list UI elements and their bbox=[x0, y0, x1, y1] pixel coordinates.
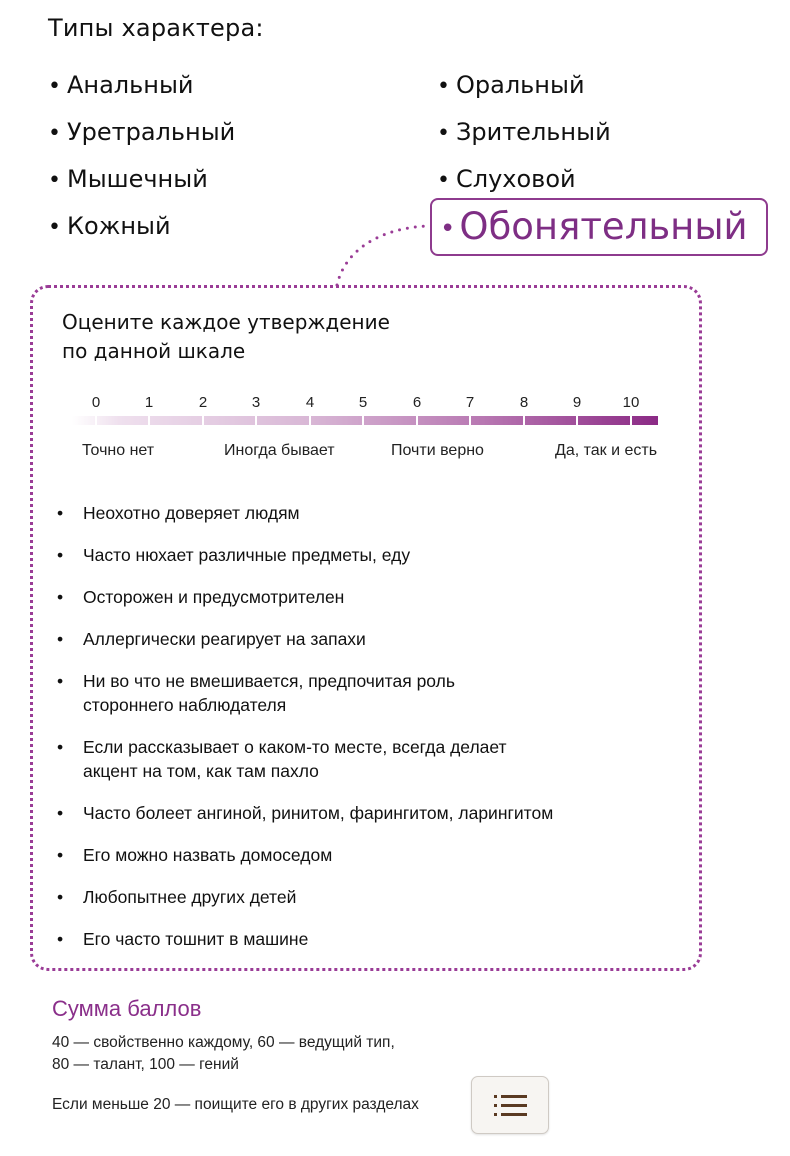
bullet-icon: • bbox=[48, 215, 61, 240]
statement-text: акцент на том, как там пахло bbox=[83, 761, 319, 781]
type-label: Слуховой bbox=[455, 165, 576, 193]
rating-scale-bar bbox=[72, 416, 658, 425]
scale-value: 3 bbox=[251, 394, 261, 411]
type-label: Анальный bbox=[66, 71, 194, 99]
scale-value: 4 bbox=[305, 394, 315, 411]
statement-item bbox=[57, 669, 455, 717]
type-item-olfactory-highlighted bbox=[440, 200, 748, 256]
statement-text: Часто нюхает различные предметы, еду bbox=[83, 545, 411, 565]
scale-value: 7 bbox=[465, 394, 475, 411]
scale-value: 6 bbox=[412, 394, 422, 411]
type-item-anal bbox=[48, 70, 194, 102]
scale-label-no: Точно нет bbox=[82, 442, 155, 459]
bullet-icon: • bbox=[57, 629, 64, 649]
scale-value: 10 bbox=[622, 394, 640, 411]
type-item-visual bbox=[437, 117, 611, 149]
statement-item bbox=[57, 543, 410, 567]
scale-tick bbox=[255, 416, 257, 425]
scale-label-sometimes: Иногда бывает bbox=[224, 442, 335, 459]
instruction bbox=[62, 308, 390, 366]
statement-text: Его часто тошнит в машине bbox=[83, 929, 309, 949]
bullet-icon: • bbox=[440, 214, 456, 244]
scale-tick bbox=[630, 416, 632, 425]
scale-label-almost: Почти верно bbox=[391, 442, 484, 459]
bullet-icon: • bbox=[48, 74, 61, 99]
scale-tick bbox=[362, 416, 364, 425]
statement-item bbox=[57, 843, 332, 867]
statement-text: Аллергически реагирует на запахи bbox=[83, 629, 366, 649]
type-item-skin bbox=[48, 211, 171, 243]
bullet-icon: • bbox=[57, 545, 64, 565]
highlighted-type-label: Обонятельный bbox=[459, 205, 748, 248]
statement-text: стороннего наблюдателя bbox=[83, 695, 287, 715]
score-description-line: 40 — свойственно каждому, 60 — ведущий тип, bbox=[52, 1034, 395, 1051]
types-title: Типы характера: bbox=[48, 14, 264, 42]
bullet-icon: • bbox=[57, 845, 64, 865]
scale-value: 5 bbox=[358, 394, 368, 411]
scale-label-yes: Да, так и есть bbox=[555, 442, 658, 459]
statement-text: Часто болеет ангиной, ринитом, фарингитом, ларингитом bbox=[83, 803, 554, 823]
scale-tick bbox=[523, 416, 525, 425]
statement-text: Осторожен и предусмотрителен bbox=[83, 587, 345, 607]
scale-value: 9 bbox=[572, 394, 582, 411]
statement-item bbox=[57, 885, 296, 909]
table-of-contents-button[interactable] bbox=[471, 1076, 549, 1134]
statement-text: Неохотно доверяет людям bbox=[83, 503, 300, 523]
statement-item bbox=[57, 501, 300, 525]
bullet-icon: • bbox=[57, 929, 64, 949]
bullet-icon: • bbox=[57, 737, 64, 757]
scale-value: 0 bbox=[91, 394, 101, 411]
bullet-icon: • bbox=[57, 671, 64, 691]
score-sum-title: Сумма баллов bbox=[52, 996, 202, 1021]
statement-text: Если рассказывает о каком-то месте, всегда делает bbox=[83, 737, 507, 757]
type-item-auditory bbox=[437, 164, 576, 196]
type-label: Оральный bbox=[455, 71, 585, 99]
scale-tick bbox=[148, 416, 150, 425]
statement-text: Его можно назвать домоседом bbox=[83, 845, 333, 865]
bullet-icon: • bbox=[48, 168, 61, 193]
statement-item bbox=[57, 927, 308, 951]
statement-item bbox=[57, 627, 366, 651]
type-item-oral bbox=[437, 70, 585, 102]
instruction-line: Оцените каждое утверждение bbox=[62, 310, 390, 334]
bullet-icon: • bbox=[437, 121, 450, 146]
scale-tick bbox=[202, 416, 204, 425]
scale-value: 1 bbox=[144, 394, 154, 411]
scale-tick bbox=[309, 416, 311, 425]
type-label: Мышечный bbox=[66, 165, 208, 193]
scale-tick bbox=[469, 416, 471, 425]
statement-item bbox=[57, 585, 344, 609]
type-item-muscular bbox=[48, 164, 208, 196]
bullet-icon: • bbox=[57, 503, 64, 523]
type-label: Кожный bbox=[66, 212, 171, 240]
scale-value: 8 bbox=[519, 394, 529, 411]
type-label: Уретральный bbox=[66, 118, 236, 146]
list-icon bbox=[494, 1094, 528, 1118]
scale-tick bbox=[95, 416, 97, 425]
statement-item bbox=[57, 735, 507, 783]
bullet-icon: • bbox=[57, 803, 64, 823]
bullet-icon: • bbox=[57, 587, 64, 607]
type-item-urethral bbox=[48, 117, 235, 149]
type-label: Зрительный bbox=[455, 118, 611, 146]
bullet-icon: • bbox=[437, 74, 450, 99]
score-sum-description bbox=[52, 1032, 395, 1076]
scale-tick bbox=[576, 416, 578, 425]
scale-tick bbox=[416, 416, 418, 425]
scale-value: 2 bbox=[198, 394, 208, 411]
statement-text: Любопытнее других детей bbox=[83, 887, 297, 907]
score-note: Если меньше 20 — поищите его в других разделах bbox=[52, 1096, 419, 1113]
bullet-icon: • bbox=[437, 168, 450, 193]
statement-text: Ни во что не вмешивается, предпочитая роль bbox=[83, 671, 455, 691]
instruction-line: по данной шкале bbox=[62, 339, 246, 363]
bullet-icon: • bbox=[48, 121, 61, 146]
score-description-line: 80 — талант, 100 — гений bbox=[52, 1056, 239, 1073]
statement-item bbox=[57, 801, 553, 825]
bullet-icon: • bbox=[57, 887, 64, 907]
